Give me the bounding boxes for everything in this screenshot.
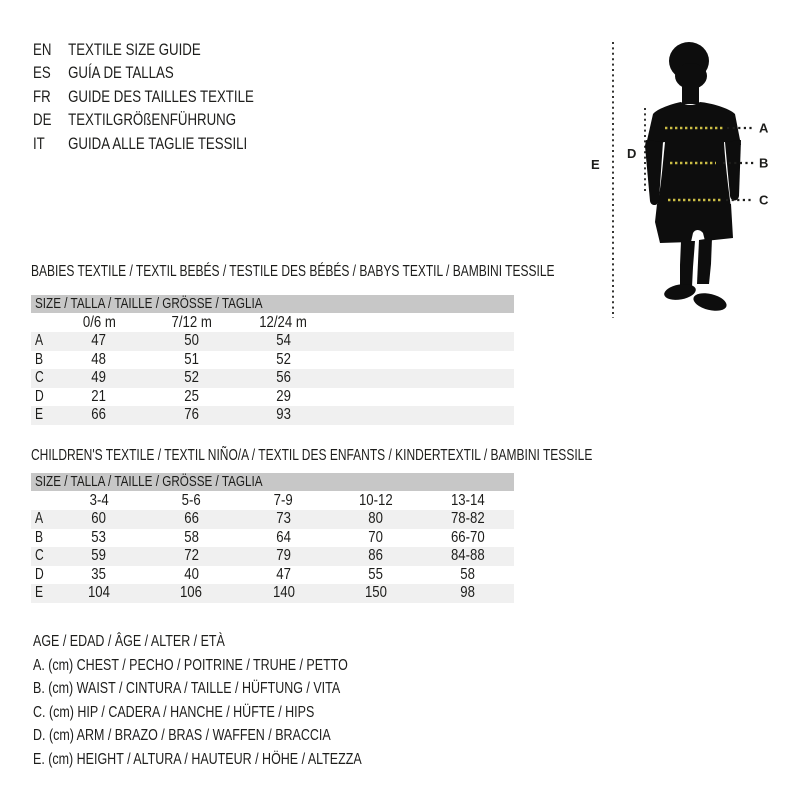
legend-age: AGE / EDAD / ÂGE / ALTER / ETÀ [33,633,225,650]
table-cell: 104 [88,584,111,602]
table-row [31,332,514,351]
table-cell: 50 [183,332,199,349]
table-cell: 47 [91,332,107,349]
table-cell: 56 [276,369,291,387]
lang-code: EN [33,40,52,59]
table-row [31,388,514,407]
column-header-empty [422,313,514,332]
table-cell: 21 [91,387,107,405]
table-cell-empty [422,388,514,407]
table-cell-empty [330,332,422,351]
table-cell: 52 [276,350,291,368]
table-cell: 66-70 [451,528,485,546]
table-cell: 70 [368,528,384,546]
table-cell: 140 [272,584,295,602]
table-corner-cell [31,313,53,332]
lang-code: FR [33,86,51,106]
table-cell: 106 [180,584,203,602]
column-header: 0/6 m [82,314,116,331]
column-header: 3-4 [89,492,109,509]
figure-label-e: E [591,157,600,172]
legend-hip: C. (cm) HIP / CADERA / HANCHE / HÜFTE / HIPS [33,703,315,721]
table-cell-empty [330,369,422,388]
figure-label-a: A [759,120,769,136]
table-cell: 72 [183,547,199,565]
table-row [31,547,514,566]
column-header: 5-6 [181,492,201,509]
table-cell: 58 [460,565,476,583]
figure-label-b: B [759,155,769,171]
table-cell: 76 [183,406,199,424]
row-label: D [35,387,44,405]
table-cell: 64 [276,528,291,546]
table-cell: 47 [276,565,291,583]
legend-chest: A. (cm) CHEST / PECHO / POITRINE / TRUHE / PETTO [33,656,348,674]
row-label: A [35,510,44,527]
lang-row-it [33,132,316,155]
babies-section-title: BABIES TEXTILE / TEXTIL BEBÉS / TESTILE DES BÉBÉS / BABYS TEXTIL / BAMBINI TESSILE [31,263,555,280]
table-corner-cell [31,491,53,510]
table-row [31,510,514,529]
lang-title: GUÍA DE TALLAS [68,63,174,83]
table-cell: 60 [91,510,107,527]
table-cell-empty [422,406,514,425]
row-label: B [35,528,44,546]
row-label: A [35,332,44,349]
table-cell: 40 [183,565,199,583]
table-cell: 78-82 [451,510,485,527]
measurement-legend [33,630,454,771]
size-header-bar: SIZE / TALLA / TAILLE / GRÖSSE / TAGLIA [31,295,514,313]
table-cell: 86 [368,547,384,565]
size-header-bar: SIZE / TALLA / TAILLE / GRÖSSE / TAGLIA [31,473,514,491]
table-cell: 66 [183,510,199,527]
table-row [31,369,514,388]
table-row [31,351,514,370]
table-row [31,584,514,603]
table-cell: 25 [183,387,199,405]
table-cell: 59 [91,547,107,565]
lang-row-en [33,38,316,61]
table-cell: 66 [91,406,107,424]
lang-title: TEXTILE SIZE GUIDE [68,40,201,59]
legend-height: E. (cm) HEIGHT / ALTURA / HAUTEUR / HÖHE / ALTEZZA [33,750,362,768]
column-header: 7/12 m [171,314,212,331]
table-row [31,566,514,585]
table-cell: 84-88 [451,547,485,565]
row-label: B [35,350,44,368]
lang-code: DE [33,110,52,130]
figure-label-d: D [627,146,637,161]
row-label: C [35,547,44,565]
table-cell: 73 [276,510,291,527]
table-row [31,529,514,548]
table-cell: 93 [276,406,291,424]
column-header: 13-14 [451,492,485,509]
table-cell-empty [330,388,422,407]
lang-row-fr [33,85,316,108]
children-section-title: CHILDREN'S TEXTILE / TEXTIL NIÑO/A / TEXTIL DES ENFANTS / KINDERTEXTIL / BAMBINI TESSILE [31,447,593,464]
table-cell: 58 [183,528,199,546]
table-cell: 55 [368,565,384,583]
table-cell: 52 [183,369,199,387]
table-cell-empty [422,351,514,370]
lang-code: IT [33,133,45,153]
table-cell: 79 [276,547,291,565]
column-header: 7-9 [273,492,294,509]
table-cell: 49 [91,369,107,387]
children-size-table [31,473,514,603]
table-cell: 53 [91,528,107,546]
table-cell: 29 [276,387,291,405]
legend-waist: B. (cm) WAIST / CINTURA / TAILLE / HÜFTUNG / VITA [33,680,341,697]
babies-size-table [31,295,514,425]
table-cell-empty [330,351,422,370]
table-column-header-row [31,313,514,332]
table-row [31,406,514,425]
table-cell: 54 [276,332,291,349]
lang-row-es [33,61,316,84]
row-label: D [35,565,44,583]
table-cell-empty [422,369,514,388]
table-cell: 80 [368,510,384,527]
table-cell: 98 [460,584,476,602]
lang-row-de [33,108,316,131]
table-cell-empty [422,332,514,351]
table-cell: 51 [183,350,199,368]
figure-label-c: C [759,192,769,208]
table-cell: 48 [91,350,107,368]
lang-code: ES [33,63,51,83]
table-cell: 35 [91,565,107,583]
column-header: 10-12 [358,492,393,509]
lang-title: GUIDA ALLE TAGLIE TESSILI [68,133,248,153]
table-cell-empty [330,406,422,425]
lang-title: TEXTILGRÖßENFÜHRUNG [68,110,237,130]
table-column-header-row [31,491,514,510]
row-label: E [35,406,44,424]
table-cell: 150 [364,584,387,602]
column-header: 12/24 m [259,314,308,331]
column-header-empty [330,313,422,332]
language-title-list [33,38,316,155]
legend-arm: D. (cm) ARM / BRAZO / BRAS / WAFFEN / BRACCIA [33,727,331,744]
row-label: C [35,369,44,387]
lang-title: GUIDE DES TAILLES TEXTILE [68,86,254,106]
row-label: E [35,584,44,602]
